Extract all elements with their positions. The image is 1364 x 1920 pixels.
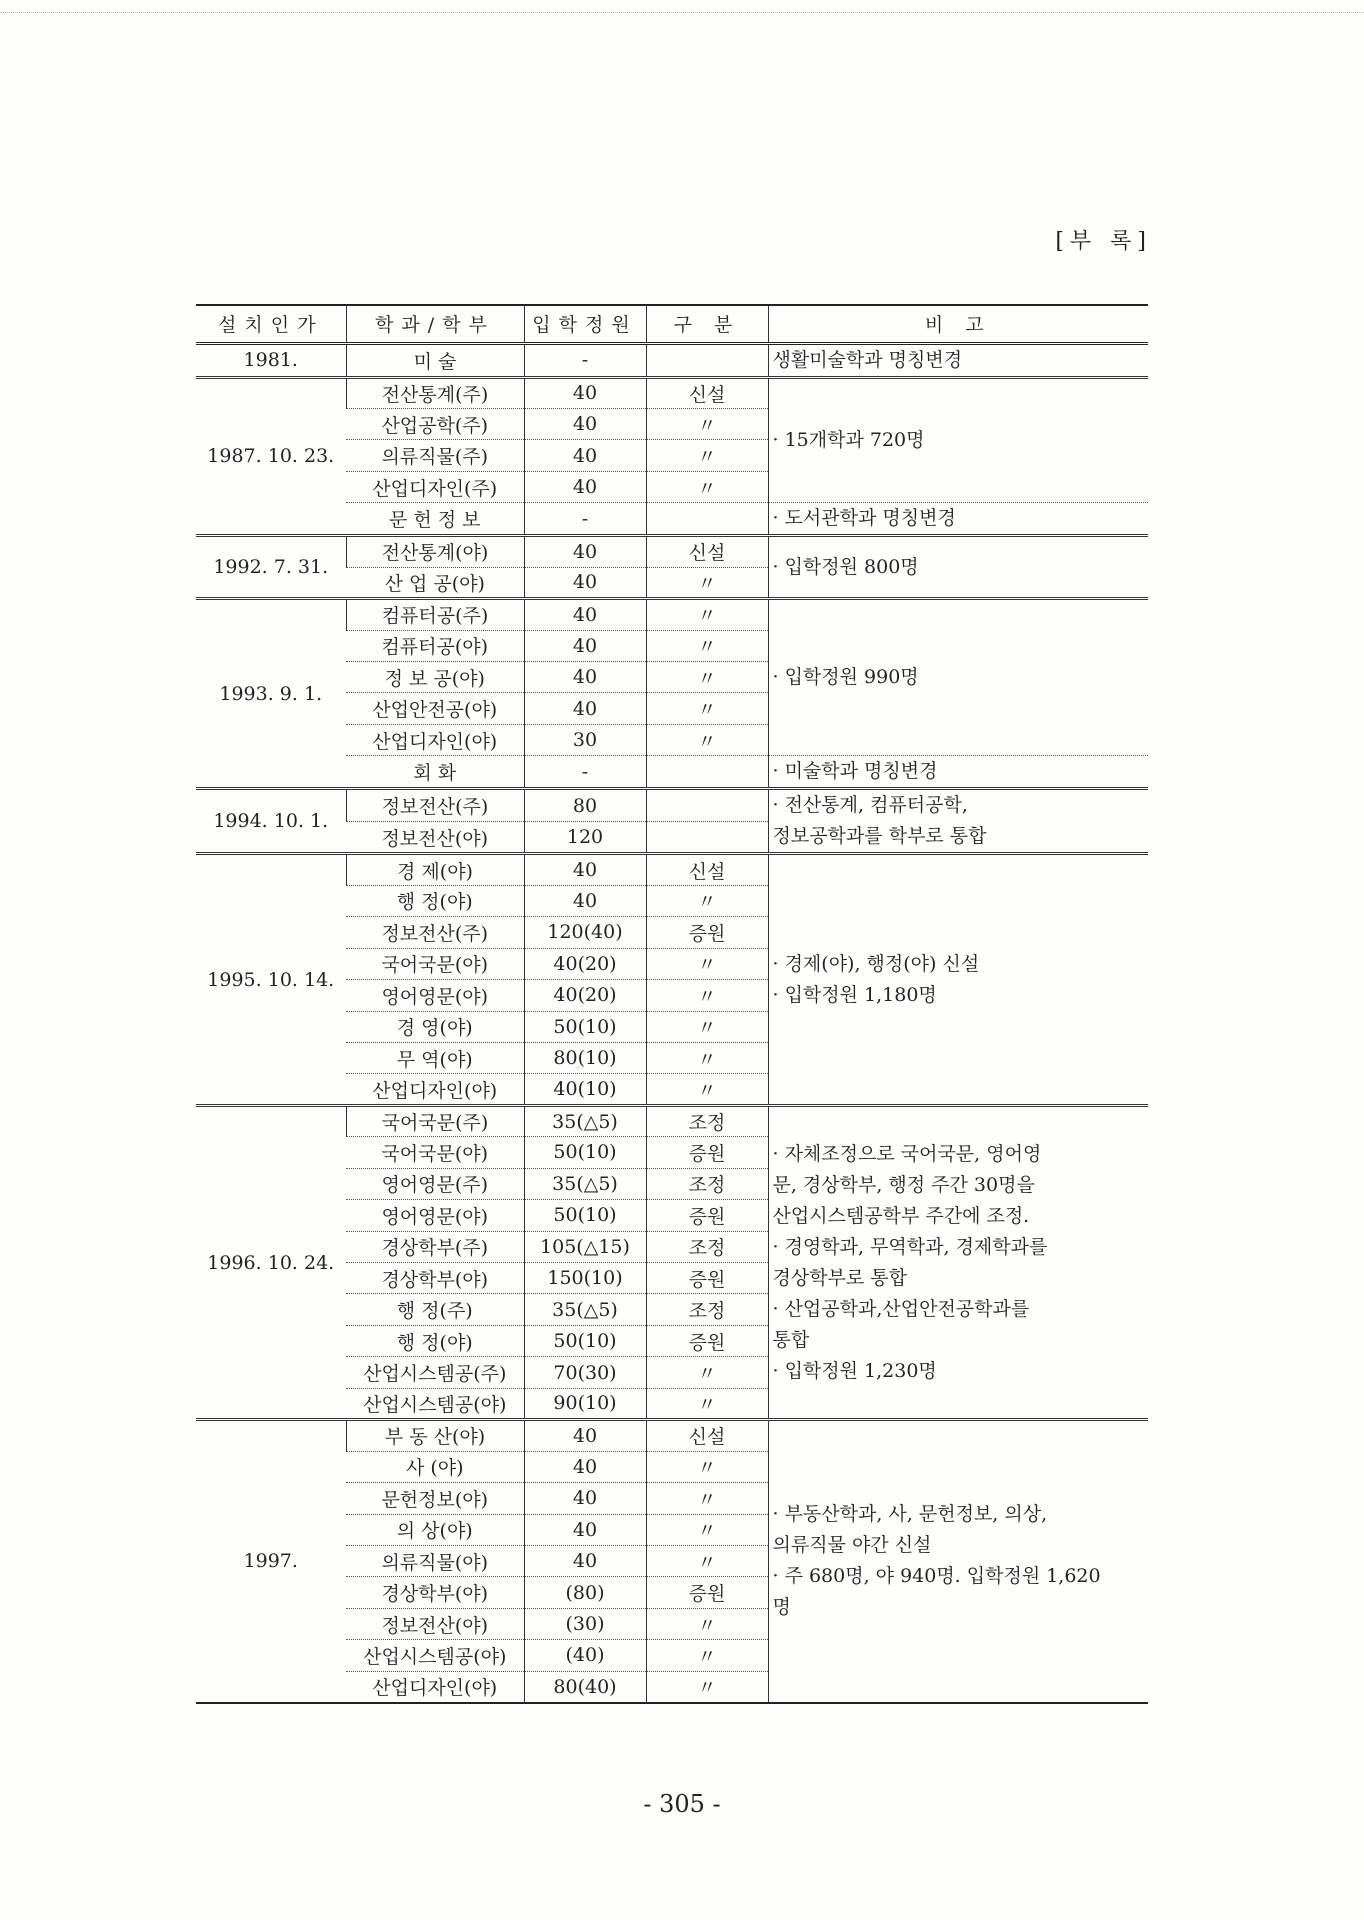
quota-cell: 50(10) (524, 1325, 646, 1356)
quota-cell: 40 (524, 693, 646, 724)
department-cell: 정보전산(야) (346, 821, 524, 854)
type-cell: 〃 (646, 693, 768, 724)
department-cell: 국어국문(주) (346, 1105, 524, 1136)
page-top-edge (0, 12, 1364, 13)
page-number: - 305 - (643, 1790, 721, 1818)
approval-date-cell: 1996. 10. 24. (196, 1105, 346, 1419)
quota-cell: 90(10) (524, 1388, 646, 1419)
remarks-line: · 주 680명, 야 940명. 입학정원 1,620 (772, 1565, 1101, 1588)
remarks-line: 정보공학과를 학부로 통합 (772, 825, 987, 848)
quota-cell: 40 (524, 1514, 646, 1545)
department-cell: 행 정(야) (346, 885, 524, 916)
type-cell: 〃 (646, 567, 768, 598)
type-cell (646, 756, 768, 789)
table-row (196, 854, 1148, 885)
department-cell: 산업디자인(야) (346, 1671, 524, 1702)
type-cell: 신설 (646, 536, 768, 567)
department-cell: 산업공학(주) (346, 408, 524, 439)
quota-cell: 40 (524, 854, 646, 885)
department-cell: 미 술 (346, 343, 524, 377)
department-cell: 행 정(야) (346, 1325, 524, 1356)
quota-cell: - (524, 343, 646, 377)
type-cell: 〃 (646, 724, 768, 755)
remarks-line: · 15개학과 720명 (772, 428, 925, 451)
remarks-line: 통합 (772, 1328, 810, 1351)
header-quota: 입학정원 (524, 305, 646, 343)
department-cell: 산업디자인(주) (346, 471, 524, 502)
quota-cell: 40 (524, 1483, 646, 1514)
department-cell: 경상학부(야) (346, 1577, 524, 1608)
approval-date-cell: 1993. 9. 1. (196, 599, 346, 789)
quota-cell: 120(40) (524, 917, 646, 948)
remarks-line: · 입학정원 990명 (772, 666, 919, 689)
type-cell: 증원 (646, 1137, 768, 1168)
remarks-cell (768, 1420, 1148, 1703)
department-cell: 행 정(주) (346, 1294, 524, 1325)
remarks-line: · 산업공학과,산업안전공학과를 (772, 1297, 1030, 1320)
department-cell: 의류직물(주) (346, 440, 524, 471)
quota-cell: 80 (524, 789, 646, 822)
department-cell: 회 화 (346, 756, 524, 789)
type-cell: 〃 (646, 1451, 768, 1482)
remarks-cell (768, 854, 1148, 1106)
remarks-line: · 경영학과, 무역학과, 경제학과를 (772, 1235, 1048, 1258)
table-row (196, 536, 1148, 567)
quota-cell: 50(10) (524, 1200, 646, 1231)
quota-cell: 30 (524, 724, 646, 755)
department-cell: 사 (야) (346, 1451, 524, 1482)
department-cell: 경 제(야) (346, 854, 524, 885)
type-cell: 증원 (646, 1263, 768, 1294)
approval-date-cell: 1981. (196, 343, 346, 377)
type-cell: 〃 (646, 1042, 768, 1073)
approval-date-cell: 1994. 10. 1. (196, 789, 346, 854)
type-cell: 〃 (646, 1357, 768, 1388)
quota-cell: 150(10) (524, 1263, 646, 1294)
quota-cell: 35(△5) (524, 1105, 646, 1136)
quota-cell: 40 (524, 599, 646, 630)
department-cell: 산업시스템공(야) (346, 1388, 524, 1419)
type-cell: 신설 (646, 1420, 768, 1451)
quota-cell: 40 (524, 885, 646, 916)
type-cell: 신설 (646, 377, 768, 408)
quota-cell: 40 (524, 377, 646, 408)
quota-cell: 35(△5) (524, 1168, 646, 1199)
remarks-cell (768, 599, 1148, 756)
quota-cell: 40 (524, 1545, 646, 1576)
header-row (196, 305, 1148, 343)
type-cell: 〃 (646, 599, 768, 630)
type-cell: 증원 (646, 1577, 768, 1608)
remarks-cell (768, 536, 1148, 599)
table-row (196, 599, 1148, 630)
remarks-line: · 입학정원 1,180명 (772, 983, 937, 1006)
table-row (196, 377, 1148, 408)
type-cell: 증원 (646, 1200, 768, 1231)
department-cell: 컴퓨터공(주) (346, 599, 524, 630)
department-cell: 산 업 공(야) (346, 567, 524, 598)
type-cell: 조정 (646, 1105, 768, 1136)
remarks-line: · 부동산학과, 사, 문헌정보, 의상, (772, 1503, 1048, 1526)
department-cell: 국어국문(야) (346, 948, 524, 979)
quota-cell: 40(10) (524, 1074, 646, 1105)
remarks-line: · 도서관학과 명칭변경 (772, 507, 956, 530)
quota-cell: 40 (524, 567, 646, 598)
department-cell: 산업디자인(야) (346, 1074, 524, 1105)
remarks-line: 경상학부로 통합 (772, 1266, 908, 1289)
header-date: 설치인가 (196, 305, 346, 343)
approval-date-cell: 1997. (196, 1420, 346, 1703)
remarks-line: 문, 경상학부, 행정 주간 30명을 (772, 1173, 1035, 1196)
quota-cell: 120 (524, 821, 646, 854)
type-cell: 〃 (646, 948, 768, 979)
department-cell: 경상학부(주) (346, 1231, 524, 1262)
department-cell: 경 영(야) (346, 1011, 524, 1042)
type-cell: 〃 (646, 1514, 768, 1545)
quota-cell: 80(40) (524, 1671, 646, 1702)
department-cell: 영어영문(야) (346, 980, 524, 1011)
department-cell: 전산통계(주) (346, 377, 524, 408)
quota-cell: 40 (524, 1420, 646, 1451)
department-cell: 정 보 공(야) (346, 662, 524, 693)
table-body (196, 343, 1148, 1703)
quota-cell: 40(20) (524, 948, 646, 979)
department-cell: 문 헌 정 보 (346, 503, 524, 536)
remarks-line: · 전산통계, 컴퓨터공학, (772, 794, 968, 817)
quota-cell: 40 (524, 1451, 646, 1482)
type-cell: 〃 (646, 440, 768, 471)
department-cell: 부 동 산(야) (346, 1420, 524, 1451)
department-cell: 정보전산(야) (346, 1608, 524, 1639)
quota-cell: 40 (524, 662, 646, 693)
type-cell: 신설 (646, 854, 768, 885)
table-row (196, 1420, 1148, 1451)
quota-cell: - (524, 756, 646, 789)
quota-cell: (80) (524, 1577, 646, 1608)
approval-date-cell: 1992. 7. 31. (196, 536, 346, 599)
quota-cell: 80(10) (524, 1042, 646, 1073)
type-cell: 〃 (646, 885, 768, 916)
type-cell: 〃 (646, 662, 768, 693)
department-cell: 의 상(야) (346, 1514, 524, 1545)
quota-cell: 50(10) (524, 1011, 646, 1042)
department-cell: 영어영문(주) (346, 1168, 524, 1199)
department-cell: 산업시스템공(야) (346, 1640, 524, 1671)
department-cell: 문헌정보(야) (346, 1483, 524, 1514)
quota-cell: 70(30) (524, 1357, 646, 1388)
department-cell: 산업안전공(야) (346, 693, 524, 724)
remarks-cell (768, 1105, 1148, 1419)
department-cell: 영어영문(야) (346, 1200, 524, 1231)
type-cell (646, 503, 768, 536)
quota-cell: (40) (524, 1640, 646, 1671)
remarks-line: 명 (772, 1596, 791, 1619)
type-cell: 〃 (646, 1545, 768, 1576)
department-cell: 정보전산(주) (346, 917, 524, 948)
type-cell (646, 789, 768, 822)
department-cell: 산업시스템공(주) (346, 1357, 524, 1388)
remarks-cell (768, 756, 1148, 789)
remarks-cell (768, 377, 1148, 503)
quota-cell: 40 (524, 471, 646, 502)
remarks-line: 생활미술학과 명칭변경 (772, 348, 963, 371)
quota-cell: (30) (524, 1608, 646, 1639)
type-cell: 〃 (646, 1640, 768, 1671)
remarks-cell (768, 503, 1148, 536)
quota-cell: - (524, 503, 646, 536)
type-cell: 조정 (646, 1294, 768, 1325)
remarks-cell (768, 343, 1148, 377)
department-cell: 의류직물(야) (346, 1545, 524, 1576)
quota-cell: 35(△5) (524, 1294, 646, 1325)
department-cell: 국어국문(야) (346, 1137, 524, 1168)
type-cell: 〃 (646, 1483, 768, 1514)
quota-cell: 40 (524, 440, 646, 471)
remarks-line: 산업시스템공학부 주간에 조정. (772, 1204, 1030, 1227)
type-cell: 〃 (646, 1074, 768, 1105)
quota-cell: 105(△15) (524, 1231, 646, 1262)
header-department: 학과/학부 (346, 305, 524, 343)
department-cell: 무 역(야) (346, 1042, 524, 1073)
type-cell: 조정 (646, 1168, 768, 1199)
type-cell: 〃 (646, 1388, 768, 1419)
type-cell: 조정 (646, 1231, 768, 1262)
type-cell: 증원 (646, 1325, 768, 1356)
remarks-line: · 자체조정으로 국어국문, 영어영 (772, 1142, 1042, 1165)
department-cell: 산업디자인(야) (346, 724, 524, 755)
quota-cell: 40 (524, 630, 646, 661)
table-row (196, 1105, 1148, 1136)
department-cell: 정보전산(주) (346, 789, 524, 822)
section-tag: [부 록] (1055, 229, 1152, 254)
type-cell: 〃 (646, 408, 768, 439)
type-cell: 〃 (646, 1011, 768, 1042)
quota-cell: 40 (524, 536, 646, 567)
remarks-line: · 입학정원 1,230명 (772, 1359, 937, 1382)
quota-cell: 40(20) (524, 980, 646, 1011)
remarks-line: 의류직물 야간 신설 (772, 1534, 932, 1557)
department-cell: 컴퓨터공(야) (346, 630, 524, 661)
department-cell: 경상학부(야) (346, 1263, 524, 1294)
header-type: 구 분 (646, 305, 768, 343)
header-remarks: 비 고 (768, 305, 1148, 343)
type-cell: 〃 (646, 1608, 768, 1639)
remarks-line: · 입학정원 800명 (772, 555, 919, 578)
remarks-line: · 경제(야), 행정(야) 신설 (772, 952, 980, 975)
type-cell: 〃 (646, 630, 768, 661)
type-cell: 〃 (646, 471, 768, 502)
quota-cell: 50(10) (524, 1137, 646, 1168)
approval-date-cell: 1987. 10. 23. (196, 377, 346, 536)
type-cell (646, 343, 768, 377)
remarks-cell (768, 789, 1148, 854)
type-cell: 〃 (646, 980, 768, 1011)
remarks-line: · 미술학과 명칭변경 (772, 760, 938, 783)
type-cell (646, 821, 768, 854)
type-cell: 증원 (646, 917, 768, 948)
establishment-table (196, 304, 1148, 1704)
type-cell: 〃 (646, 1671, 768, 1702)
approval-date-cell: 1995. 10. 14. (196, 854, 346, 1106)
table-row (196, 343, 1148, 377)
department-cell: 전산통계(야) (346, 536, 524, 567)
table-row (196, 789, 1148, 822)
quota-cell: 40 (524, 408, 646, 439)
